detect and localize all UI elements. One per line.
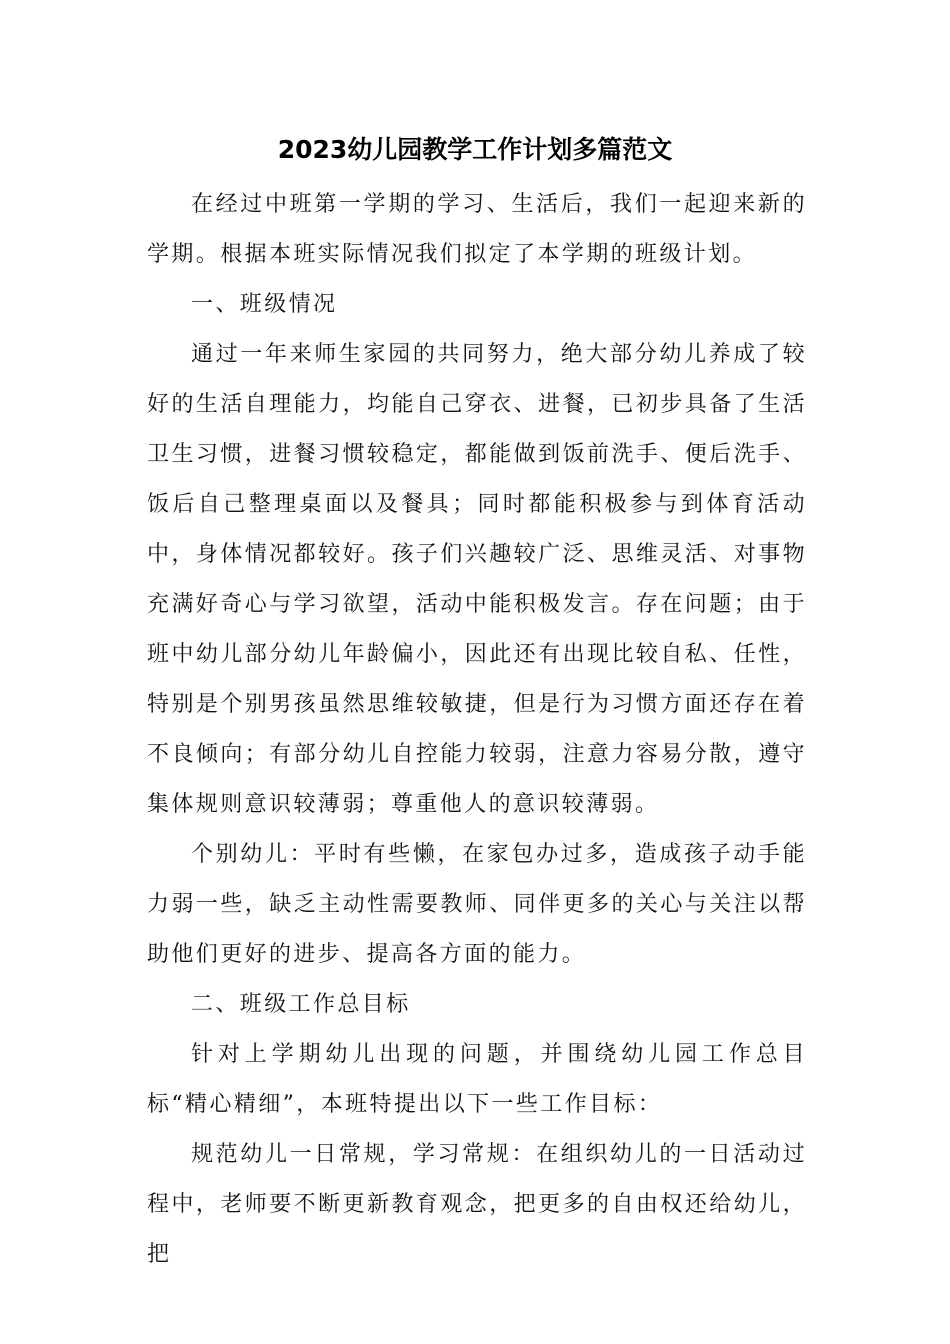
- paragraph-individual-children: 个别幼儿：平时有些懒，在家包办过多，造成孩子动手能力弱一些，缺乏主动性需要教师、同伴更多的关心与关注以帮助他们更好的进步、提高各方面的能力。: [147, 842, 807, 967]
- paragraph-intro: 在经过中班第一学期的学习、生活后，我们一起迎来新的学期。根据本班实际情况我们拟定了本学期的班级计划。: [147, 192, 807, 267]
- paragraph-goals-intro: 针对上学期幼儿出现的问题，并围绕幼儿园工作总目标“精心精细”，本班特提出以下一些工作目标：: [147, 1042, 807, 1117]
- section-heading-work-goals: 二、班级工作总目标: [191, 992, 411, 1017]
- section-heading-class-situation: 一、班级情况: [191, 292, 338, 317]
- document-body: [147, 180, 807, 1280]
- paragraph-class-situation: 通过一年来师生家园的共同努力，绝大部分幼儿养成了较好的生活自理能力，均能自己穿衣、进餐，已初步具备了生活卫生习惯，进餐习惯较稳定，都能做到饭前洗手、便后洗手、饭后自己整理桌面以及餐具；同时都能积极参与到体育活动中，身体情况都较好。孩子们兴趣较广泛、思维灵活、对事物充满好奇心与学习欲望，活动中能积极发言。存在问题；由于班中幼儿部分幼儿年龄偏小，因此还有出现比较自私、任性，特别是个别男孩虽然思维较敏捷，但是行为习惯方面还存在着不良倾向；有部分幼儿自控能力较弱，注意力容易分散，遵守集体规则意识较薄弱；尊重他人的意识较薄弱。: [147, 342, 807, 817]
- document-title: 2023幼儿园教学工作计划多篇范文: [277, 135, 673, 164]
- paragraph-daily-routine: 规范幼儿一日常规，学习常规：在组织幼儿的一日活动过程中，老师要不断更新教育观念，把更多的自由权还给幼儿，把: [147, 1142, 807, 1267]
